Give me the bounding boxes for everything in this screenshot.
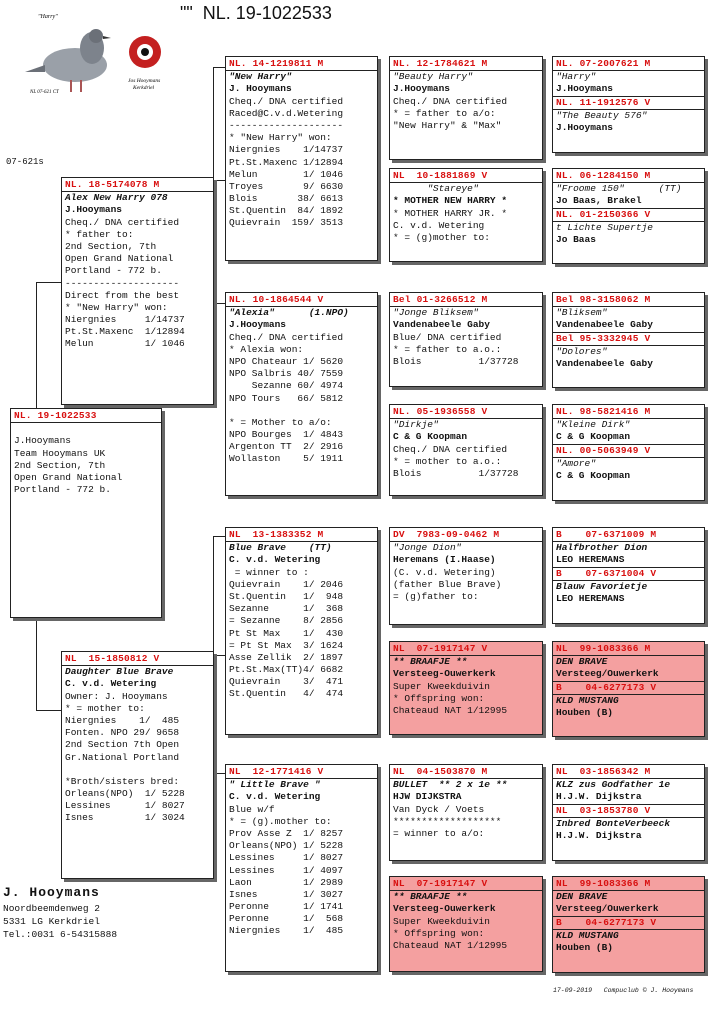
pedigree-line: Blue w/f xyxy=(229,803,275,815)
breeder: J.Hooymans xyxy=(393,83,451,95)
subject-line: J.Hooymans xyxy=(14,435,72,447)
ring-number: B 07-6371009 M xyxy=(556,529,657,540)
breeder: HJW DIJKSTRA xyxy=(393,791,462,803)
bird-name: "New Harry" xyxy=(229,71,292,83)
pedigree-line: Super Kweekduivin xyxy=(393,680,490,692)
footer-credit: 17-09-2019 Compuclub © J. Hooymans xyxy=(553,987,694,994)
bird-name: Inbred BonteVerbeeck xyxy=(556,817,671,829)
dam-name: Daughter Blue Brave xyxy=(65,666,174,678)
gen3-card xyxy=(389,404,543,496)
pedigree-line: * = (g)mother to: xyxy=(393,231,490,243)
subject-line: Portland - 772 b. xyxy=(14,484,111,496)
bird-name: Halfbrother Dion xyxy=(556,542,648,554)
breeder: J.Hooymans xyxy=(556,83,614,95)
ring-number: NL 12-1771416 V xyxy=(229,766,324,777)
owner-address: Noordbeemdenweg 2 xyxy=(3,903,100,914)
sire-ring: NL. 18-5174078 M xyxy=(65,179,160,190)
left-reg: 07-621s xyxy=(6,157,44,167)
breeder: Vandenabeele Gaby xyxy=(393,319,490,331)
ring-number: NL 07-1917147 V xyxy=(393,643,488,654)
pedigree-line: St.Quentin 4/ 474 xyxy=(229,688,344,700)
sire-line: Open Grand National xyxy=(65,253,174,265)
pedigree-line: Isnes 1/ 3027 xyxy=(229,888,344,900)
pedigree-line: * Offspring won: xyxy=(393,927,485,939)
breeder: Vandenabeele Gaby xyxy=(556,357,653,369)
pedigree-line: Sezanne 60/ 4974 xyxy=(229,380,344,392)
pedigree-line: ******************* xyxy=(393,815,502,827)
breeder: LEO HEREMANS xyxy=(556,554,625,566)
bird-name: "Stareye" xyxy=(393,183,479,195)
pedigree-line: * Alexia won: xyxy=(229,343,304,355)
pedigree-line: * MOTHER NEW HARRY * xyxy=(393,195,508,207)
ring-number: NL 99-1083366 M xyxy=(556,643,651,654)
bird-name: Blauw Favorietje xyxy=(556,580,648,592)
pedigree-line: Chateaud NAT 1/12995 xyxy=(393,704,508,716)
dam-line: Orleans(NPO) 1/ 5228 xyxy=(65,788,185,800)
gen4-pair-highlighted xyxy=(552,876,705,973)
grandsire-paternal-card xyxy=(225,56,378,261)
ring-number: B 07-6371004 V xyxy=(556,567,657,579)
gen3-card xyxy=(389,292,543,387)
pedigree-line: Pt.St.Maxenc 1/12894 xyxy=(229,156,344,168)
gen4-pair xyxy=(552,168,705,264)
subject-card xyxy=(10,408,162,618)
ring-number: NL 13-1383352 M xyxy=(229,529,324,540)
pedigree-line: Blois 38/ 6613 xyxy=(229,193,344,205)
sire-line: Niergnies 1/14737 xyxy=(65,314,185,326)
pedigree-line: Cheq./ DNA certified xyxy=(229,95,344,107)
pedigree-line: "New Harry" & "Max" xyxy=(393,119,502,131)
pedigree-line: Super Kweekduivin xyxy=(393,915,490,927)
gen4-pair-highlighted xyxy=(552,641,705,737)
pedigree-line: Quievrain 1/ 2046 xyxy=(229,578,344,590)
ring-number: NL 03-1853780 V xyxy=(556,804,651,816)
sire-line: Cheq./ DNA certified xyxy=(65,216,180,228)
ring-number: NL 04-1503870 M xyxy=(393,766,488,777)
pedigree-line: * = Mother to a/o: xyxy=(229,416,332,428)
ring-number: NL. 01-2150366 V xyxy=(556,208,651,220)
dam-line xyxy=(65,764,210,776)
dam-line: * = mother to: xyxy=(65,702,145,714)
dam-line: *Broth/sisters bred: xyxy=(65,775,180,787)
pedigree-line: * MOTHER HARRY JR. * xyxy=(393,207,508,219)
ring-number: NL. 10-1864544 V xyxy=(229,294,324,305)
pedigree-line: St.Quentin 84/ 1892 xyxy=(229,205,344,217)
gen4-pair xyxy=(552,527,705,624)
gen3-card xyxy=(389,168,543,262)
sire-card xyxy=(61,177,214,405)
pedigree-line: Orleans(NPO) 1/ 5228 xyxy=(229,840,344,852)
subject-line: Team Hooymans UK xyxy=(14,447,106,459)
pedigree-line: Peronne 1/ 568 xyxy=(229,913,344,925)
sire-line: -------------------- xyxy=(65,277,180,289)
breeder: J.Hooymans xyxy=(556,121,614,133)
dam-line: Isnes 1/ 3024 xyxy=(65,812,185,824)
pedigree-line: Melun 1/ 1046 xyxy=(229,168,344,180)
bird-name: ** BRAAFJE ** xyxy=(393,891,468,903)
breeder: Versteeg-Ouwerkerk xyxy=(393,903,496,915)
breeder: Jo Baas, Brakel xyxy=(556,195,642,207)
subject-line: Open Grand National xyxy=(14,471,123,483)
pedigree-line: = winner to : xyxy=(229,566,309,578)
pedigree-line: Chateaud NAT 1/12995 xyxy=(393,939,508,951)
bird-name: KLD MUSTANG xyxy=(556,694,619,706)
breeder: Vandenabeele Gaby xyxy=(556,319,653,331)
sire-line: * "New Harry" won: xyxy=(65,301,168,313)
ring-number: Bel 98-3158062 M xyxy=(556,294,651,305)
bird-name: t Lichte Supertje xyxy=(556,221,653,233)
bird-name: ** BRAAFJE ** xyxy=(393,656,468,668)
owner-block xyxy=(3,884,117,941)
gen3-card xyxy=(389,527,543,625)
bird-name: "Jonge Dion" xyxy=(393,542,462,554)
bird-name: KLZ zus Godfather 1e xyxy=(556,779,671,791)
ring-number: NL. 07-2007621 M xyxy=(556,58,651,69)
pedigree-line: = Pt St Max 3/ 1624 xyxy=(229,639,344,651)
grandsire-maternal-card xyxy=(225,527,378,735)
breeder: Versteeg/Ouwerkerk xyxy=(556,903,659,915)
breeder: J. Hooymans xyxy=(229,83,292,95)
bird-name: DEN BRAVE xyxy=(556,656,608,668)
gen3-card-highlighted xyxy=(389,876,543,972)
dam-line: 2nd Section 7th Open xyxy=(65,739,180,751)
svg-text:NL 07-621 CT: NL 07-621 CT xyxy=(30,90,59,95)
ring-number: Bel 95-3332945 V xyxy=(556,332,651,344)
pedigree-line: * Offspring won: xyxy=(393,692,485,704)
subject-ring: NL. 19-1022533 xyxy=(14,410,97,421)
ring-number: NL. 05-1936558 V xyxy=(393,406,488,417)
bird-name: "Alexia" (1.NPO) xyxy=(229,307,349,319)
pedigree-line: Lessines 1/ 4097 xyxy=(229,864,344,876)
gen4-pair xyxy=(552,764,705,861)
dam-breeder: C. v.d. Wetering xyxy=(65,678,157,690)
breeder: LEO HEREMANS xyxy=(556,592,625,604)
pedigree-line xyxy=(229,405,374,417)
pedigree-line: NPO Chateaur 1/ 5620 xyxy=(229,355,344,367)
bird-name: Blue Brave (TT) xyxy=(229,542,332,554)
owner-address: 5331 LG Kerkdriel xyxy=(3,916,100,927)
sire-line: 2nd Section, 7th xyxy=(65,240,157,252)
pedigree-line: Sezanne 1/ 368 xyxy=(229,603,344,615)
bird-name: "Froome 150" (TT) xyxy=(556,183,682,195)
breeder: C. v.d. Wetering xyxy=(229,791,321,803)
page-title: "" NL. 19-1022533 xyxy=(180,3,332,23)
breeder: C & G Koopman xyxy=(393,431,468,443)
subject-line xyxy=(14,423,158,435)
sire-line: Direct from the best xyxy=(65,289,180,301)
svg-text:Jos Hooymans: Jos Hooymans xyxy=(128,78,161,84)
breeder: J.Hooymans xyxy=(229,319,287,331)
pedigree-line: NPO Bourges 1/ 4843 xyxy=(229,429,344,441)
pedigree-line: Cheq./ DNA certified xyxy=(393,443,508,455)
pigeon-icon xyxy=(20,10,170,110)
bird-name: "Amore" xyxy=(556,457,596,469)
pedigree-line: Niergnies 1/ 485 xyxy=(229,925,344,937)
svg-text:Kerkdriel: Kerkdriel xyxy=(133,85,155,91)
bird-name: DEN BRAVE xyxy=(556,891,608,903)
pedigree-line: Asse Zellik 2/ 1897 xyxy=(229,651,344,663)
dam-line: Niergnies 1/ 485 xyxy=(65,714,180,726)
granddam-maternal-card xyxy=(225,764,378,972)
bird-name: "Beauty Harry" xyxy=(393,71,473,83)
pedigree-line: * = father to a.o.: xyxy=(393,343,502,355)
gen4-pair xyxy=(552,292,705,388)
pedigree-line: Van Dyck / Voets xyxy=(393,803,485,815)
sire-line: Pt.St.Maxenc 1/12894 xyxy=(65,326,185,338)
pedigree-line: Pt.St.Max(TT)4/ 6682 xyxy=(229,664,344,676)
breeder: C. v.d. Wetering xyxy=(229,554,321,566)
subject-line: 2nd Section, 7th xyxy=(14,459,106,471)
gen4-pair xyxy=(552,404,705,501)
ring-number: NL. 14-1219811 M xyxy=(229,58,324,69)
pedigree-line: Quievrain 159/ 3513 xyxy=(229,217,344,229)
breeder: Houben (B) xyxy=(556,941,614,953)
ring-number: NL 99-1083366 M xyxy=(556,878,651,889)
ring-number: NL. 12-1784621 M xyxy=(393,58,488,69)
owner-name: J. Hooymans xyxy=(3,885,100,900)
pedigree-line: = Sezanne 8/ 2856 xyxy=(229,615,344,627)
dam-line: Gr.National Portland xyxy=(65,751,180,763)
sire-line: Portland - 772 b. xyxy=(65,265,162,277)
breeder: C & G Koopman xyxy=(556,431,631,443)
pedigree-line: Pt St Max 1/ 430 xyxy=(229,627,344,639)
pedigree-line: -------------------- xyxy=(229,119,344,131)
sire-line: Melun 1/ 1046 xyxy=(65,338,185,350)
gen3-card xyxy=(389,764,543,861)
pedigree-line: Cheq./ DNA certified xyxy=(393,95,508,107)
pedigree-line: = winner to a/o: xyxy=(393,827,485,839)
pedigree-line: Blois 1/37728 xyxy=(393,355,519,367)
breeder: Versteeg-Ouwerkerk xyxy=(393,668,496,680)
pedigree-line: Laon 1/ 2989 xyxy=(229,876,344,888)
bird-name: "The Beauty 576" xyxy=(556,109,648,121)
ring-number: NL 03-1856342 M xyxy=(556,766,651,777)
bird-name: "Kleine Dirk" xyxy=(556,419,631,431)
pedigree-line: Peronne 1/ 1741 xyxy=(229,901,344,913)
ring-number: Bel 01-3266512 M xyxy=(393,294,488,305)
breeder: Houben (B) xyxy=(556,706,614,718)
gen4-pair xyxy=(552,56,705,153)
breeder: Heremans (I.Haase) xyxy=(393,554,496,566)
pedigree-line: Wollaston 5/ 1911 xyxy=(229,453,344,465)
pedigree-line: * "New Harry" won: xyxy=(229,132,332,144)
pedigree-line: = (g)father to: xyxy=(393,590,479,602)
breeder: Jo Baas xyxy=(556,233,596,245)
pedigree-line: Prov Asse Z 1/ 8257 xyxy=(229,827,344,839)
owner-phone: Tel.:0031 6-54315888 xyxy=(3,929,118,940)
pedigree-line: Troyes 9/ 6630 xyxy=(229,180,344,192)
pedigree-line: C. v.d. Wetering xyxy=(393,219,485,231)
ring-number: NL. 11-1912576 V xyxy=(556,96,651,108)
breeder: Versteeg/Ouwerkerk xyxy=(556,668,659,680)
pedigree-line: * = (g).mother to: xyxy=(229,815,332,827)
granddam-paternal-card xyxy=(225,292,378,496)
ring-number: B 04-6277173 V xyxy=(556,681,657,693)
ring-number: DV 7983-09-0462 M xyxy=(393,529,500,540)
sire-name: Alex New Harry 078 xyxy=(65,192,168,204)
dam-card xyxy=(61,651,214,879)
bird-name: "Dolores" xyxy=(556,345,608,357)
pedigree-line: NPO Salbris 40/ 7559 xyxy=(229,368,344,380)
pedigree-line: (C. v.d. Wetering) xyxy=(393,566,496,578)
logo-caption: "Harry" xyxy=(38,14,58,20)
pedigree-line: Lessines 1/ 8027 xyxy=(229,852,344,864)
pedigree-line: Quievrain 3/ 471 xyxy=(229,676,344,688)
bird-name: " Little Brave " xyxy=(229,779,321,791)
dam-line: Owner: J. Hooymans xyxy=(65,690,168,702)
pedigree-line: * = mother to a.o.: xyxy=(393,455,502,467)
pedigree-line: Blois 1/37728 xyxy=(393,467,519,479)
ring-number: NL. 06-1284150 M xyxy=(556,170,651,181)
breeder: H.J.W. Dijkstra xyxy=(556,829,642,841)
gen3-card-highlighted xyxy=(389,641,543,735)
bird-name: "Jonge Bliksem" xyxy=(393,307,479,319)
pedigree-line: Raced@C.v.d.Wetering xyxy=(229,107,344,119)
bird-name: BULLET ** 2 x 1e ** xyxy=(393,779,508,791)
breeder: C & G Koopman xyxy=(556,469,631,481)
pedigree-line: Niergnies 1/14737 xyxy=(229,144,344,156)
sire-breeder: J.Hooymans xyxy=(65,204,123,216)
gen3-card xyxy=(389,56,543,160)
dam-line: Fonten. NPO 29/ 9658 xyxy=(65,727,180,739)
ring-number: NL. 98-5821416 M xyxy=(556,406,651,417)
pedigree-line: (father Blue Brave) xyxy=(393,578,502,590)
pedigree-line: Blue/ DNA certified xyxy=(393,331,502,343)
pedigree-line: Argenton TT 2/ 2916 xyxy=(229,441,344,453)
pedigree-line: St.Quentin 1/ 948 xyxy=(229,590,344,602)
sire-line: * father to: xyxy=(65,228,134,240)
bird-name: KLD MUSTANG xyxy=(556,929,619,941)
ring-number: NL 07-1917147 V xyxy=(393,878,488,889)
bird-name: "Bliksem" xyxy=(556,307,608,319)
pedigree-line: NPO Tours 66/ 5812 xyxy=(229,392,344,404)
bird-name: "Dirkje" xyxy=(393,419,439,431)
pedigree-line: Cheq./ DNA certified xyxy=(229,331,344,343)
dam-line: Lessines 1/ 8027 xyxy=(65,800,185,812)
logo xyxy=(20,10,170,110)
pedigree-line: * = father to a/o: xyxy=(393,107,496,119)
ring-number: B 04-6277173 V xyxy=(556,916,657,928)
breeder: H.J.W. Dijkstra xyxy=(556,791,642,803)
dam-ring: NL 15-1850812 V xyxy=(65,653,160,664)
ring-number: NL 10-1881869 V xyxy=(393,170,488,181)
ring-number: NL. 00-5063949 V xyxy=(556,444,651,456)
bird-name: "Harry" xyxy=(556,71,596,83)
